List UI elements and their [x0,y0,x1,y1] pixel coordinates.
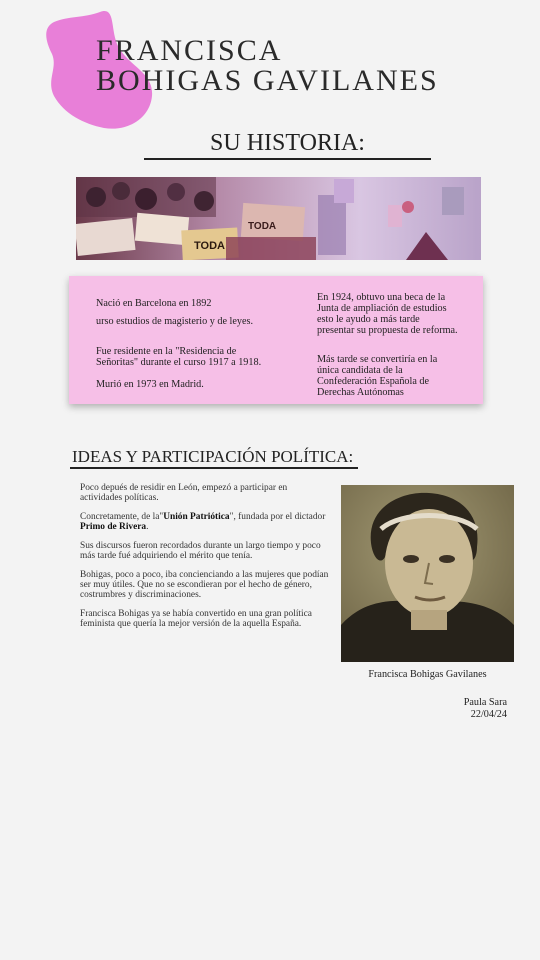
ideas-text [80,483,330,638]
protest-banner-image [76,177,481,260]
historia-right-p2: Más tarde se convertiría en la única candidata de la Confederación Española de Derechas Autónomas [317,354,438,398]
ideas-p3: Sus discursos fueron recordados durante un largo tiempo y poco más tarde fué adquiriendo el mérito que tenía. [80,541,321,561]
historia-left-p3: Fue residente en la "Residencia de Señoritas" durante el curso 1917 a 1918. [96,346,262,368]
historia-left-p1: Nació en Barcelona en 1892 [96,298,212,309]
page-title [96,36,439,96]
historia-right-p1: En 1924, obtuvo una beca de la Junta de ampliación de estudios esto le ayudo a más tarde presentar su propuesta de reforma. [317,292,458,336]
ideas-p2-before: Concretamente, de la" [80,512,164,522]
historia-heading: SU HISTORIA: [144,128,431,160]
primo-de-rivera-label: Primo de Rivera [80,522,147,532]
ideas-p2 [80,512,330,532]
historia-left-p4: Murió en 1973 en Madrid. [96,379,204,390]
ideas-p2-after: . [146,522,149,532]
banner-sign-text-2: TODA [248,221,277,232]
ideas-p1: Poco depués de residir en León, empezó a participar en actividades políticas. [80,483,288,503]
author-name: Paula Sara [463,697,507,708]
author-date: 22/04/24 [470,709,507,720]
ideas-p2-middle: ", fundada por el dictador [229,512,326,522]
portrait-photo [341,485,514,662]
author-signature [464,697,507,721]
ideas-p4: Bohigas, poco a poco, iba concienciando a las mujeres que podían ser muy útiles. Que no se escondieran por el hecho de género, costrumbres y discriminaciones. [80,570,329,600]
title-line-1: FRANCISCA [96,34,283,67]
portrait-caption: Francisca Bohigas Gavilanes [368,669,487,680]
historia-card [69,276,483,404]
title-line-2: BOHIGAS GAVILANES [96,64,439,97]
union-patriotica-label: Unión Patriótica [163,512,230,522]
ideas-heading: IDEAS Y PARTICIPACIÓN POLÍTICA: [70,446,358,469]
ideas-p5: Francisca Bohigas ya se había convertido en una gran política feminista que quería la mejor versión de la aquella España. [80,609,312,629]
banner-sign-text-1: TODA [194,240,225,252]
historia-left-p2: urso estudios de magisterio y de leyes. [96,316,254,327]
